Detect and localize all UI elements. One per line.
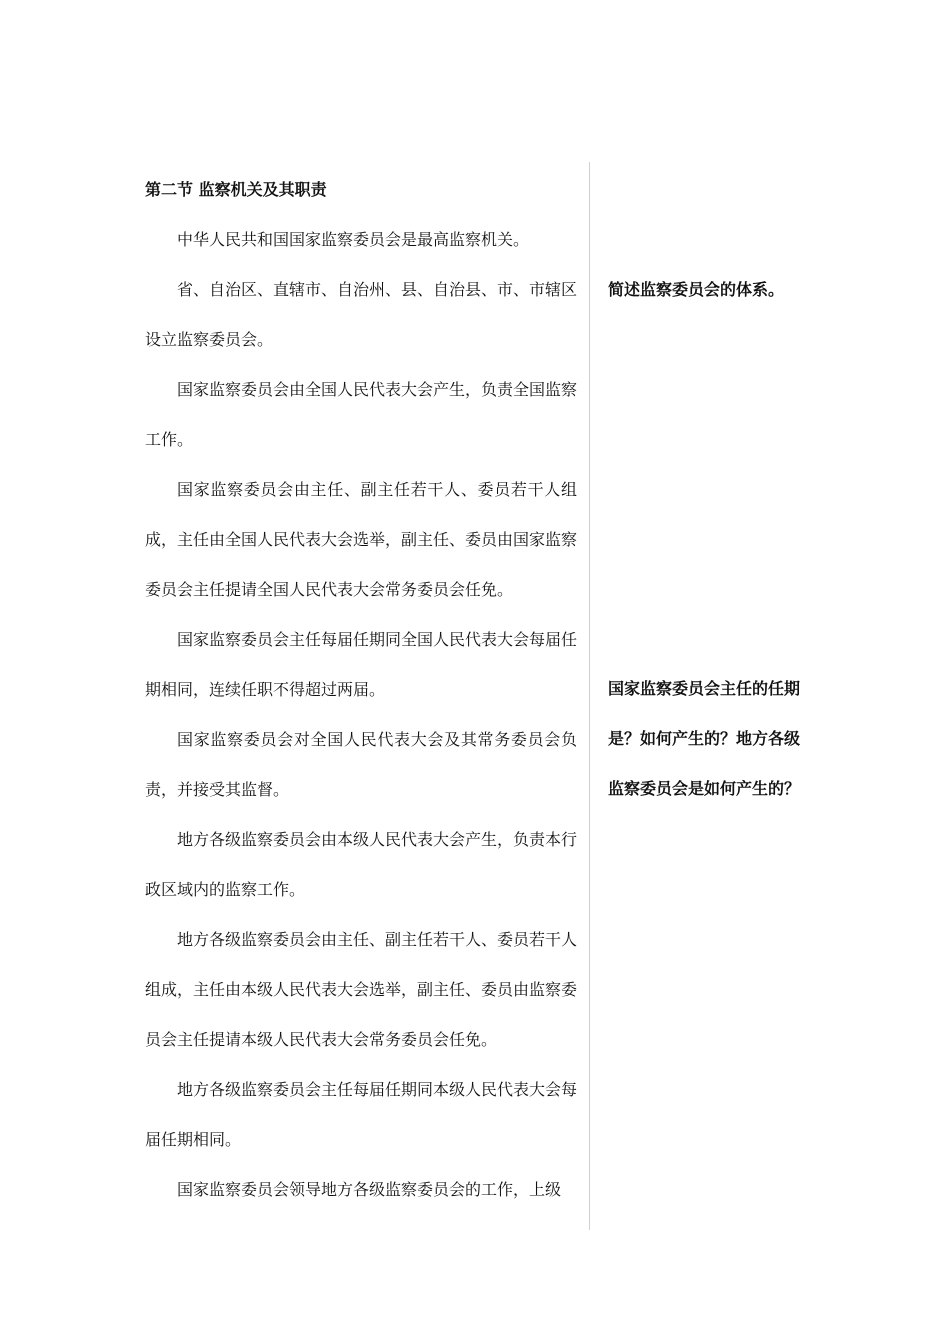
section-title: 第二节 监察机关及其职责 bbox=[145, 180, 327, 199]
paragraph: 国家监察委员会由全国人民代表大会产生，负责全国监察工作。 bbox=[145, 380, 578, 449]
paragraph: 国家监察委员会对全国人民代表大会及其常务委员会负责，并接受其监督。 bbox=[145, 730, 577, 799]
side-note-question: 简述监察委员会的体系。 bbox=[608, 280, 785, 299]
paragraph: 地方各级监察委员会由本级人民代表大会产生，负责本行政区域内的监察工作。 bbox=[145, 830, 578, 899]
paragraph: 国家监察委员会领导地方各级监察委员会的工作，上级 bbox=[177, 1180, 562, 1199]
paragraph: 国家监察委员会主任每届任期同全国人民代表大会每届任期相同，连续任职不得超过两届。 bbox=[145, 630, 578, 699]
paragraph: 地方各级监察委员会主任每届任期同本级人民代表大会每届任期相同。 bbox=[145, 1080, 578, 1149]
side-note-question: 国家监察委员会主任的任期是？如何产生的？地方各级监察委员会是如何产生的？ bbox=[608, 679, 801, 798]
paragraph: 省、自治区、直辖市、自治州、县、自治县、市、市辖区设立监察委员会。 bbox=[145, 280, 578, 349]
paragraph: 国家监察委员会由主任、副主任若干人、委员若干人组成，主任由全国人民代表大会选举，副主任、委员由国家监察委员会主任提请全国人民代表大会常务委员会任免。 bbox=[145, 480, 578, 599]
main-text-column bbox=[145, 165, 577, 1215]
column-divider bbox=[589, 162, 590, 1230]
paragraph: 中华人民共和国国家监察委员会是最高监察机关。 bbox=[177, 230, 530, 249]
paragraph: 地方各级监察委员会由主任、副主任若干人、委员若干人组成，主任由本级人民代表大会选举，副主任、委员由监察委员会主任提请本级人民代表大会常务委员会任免。 bbox=[145, 930, 578, 1049]
